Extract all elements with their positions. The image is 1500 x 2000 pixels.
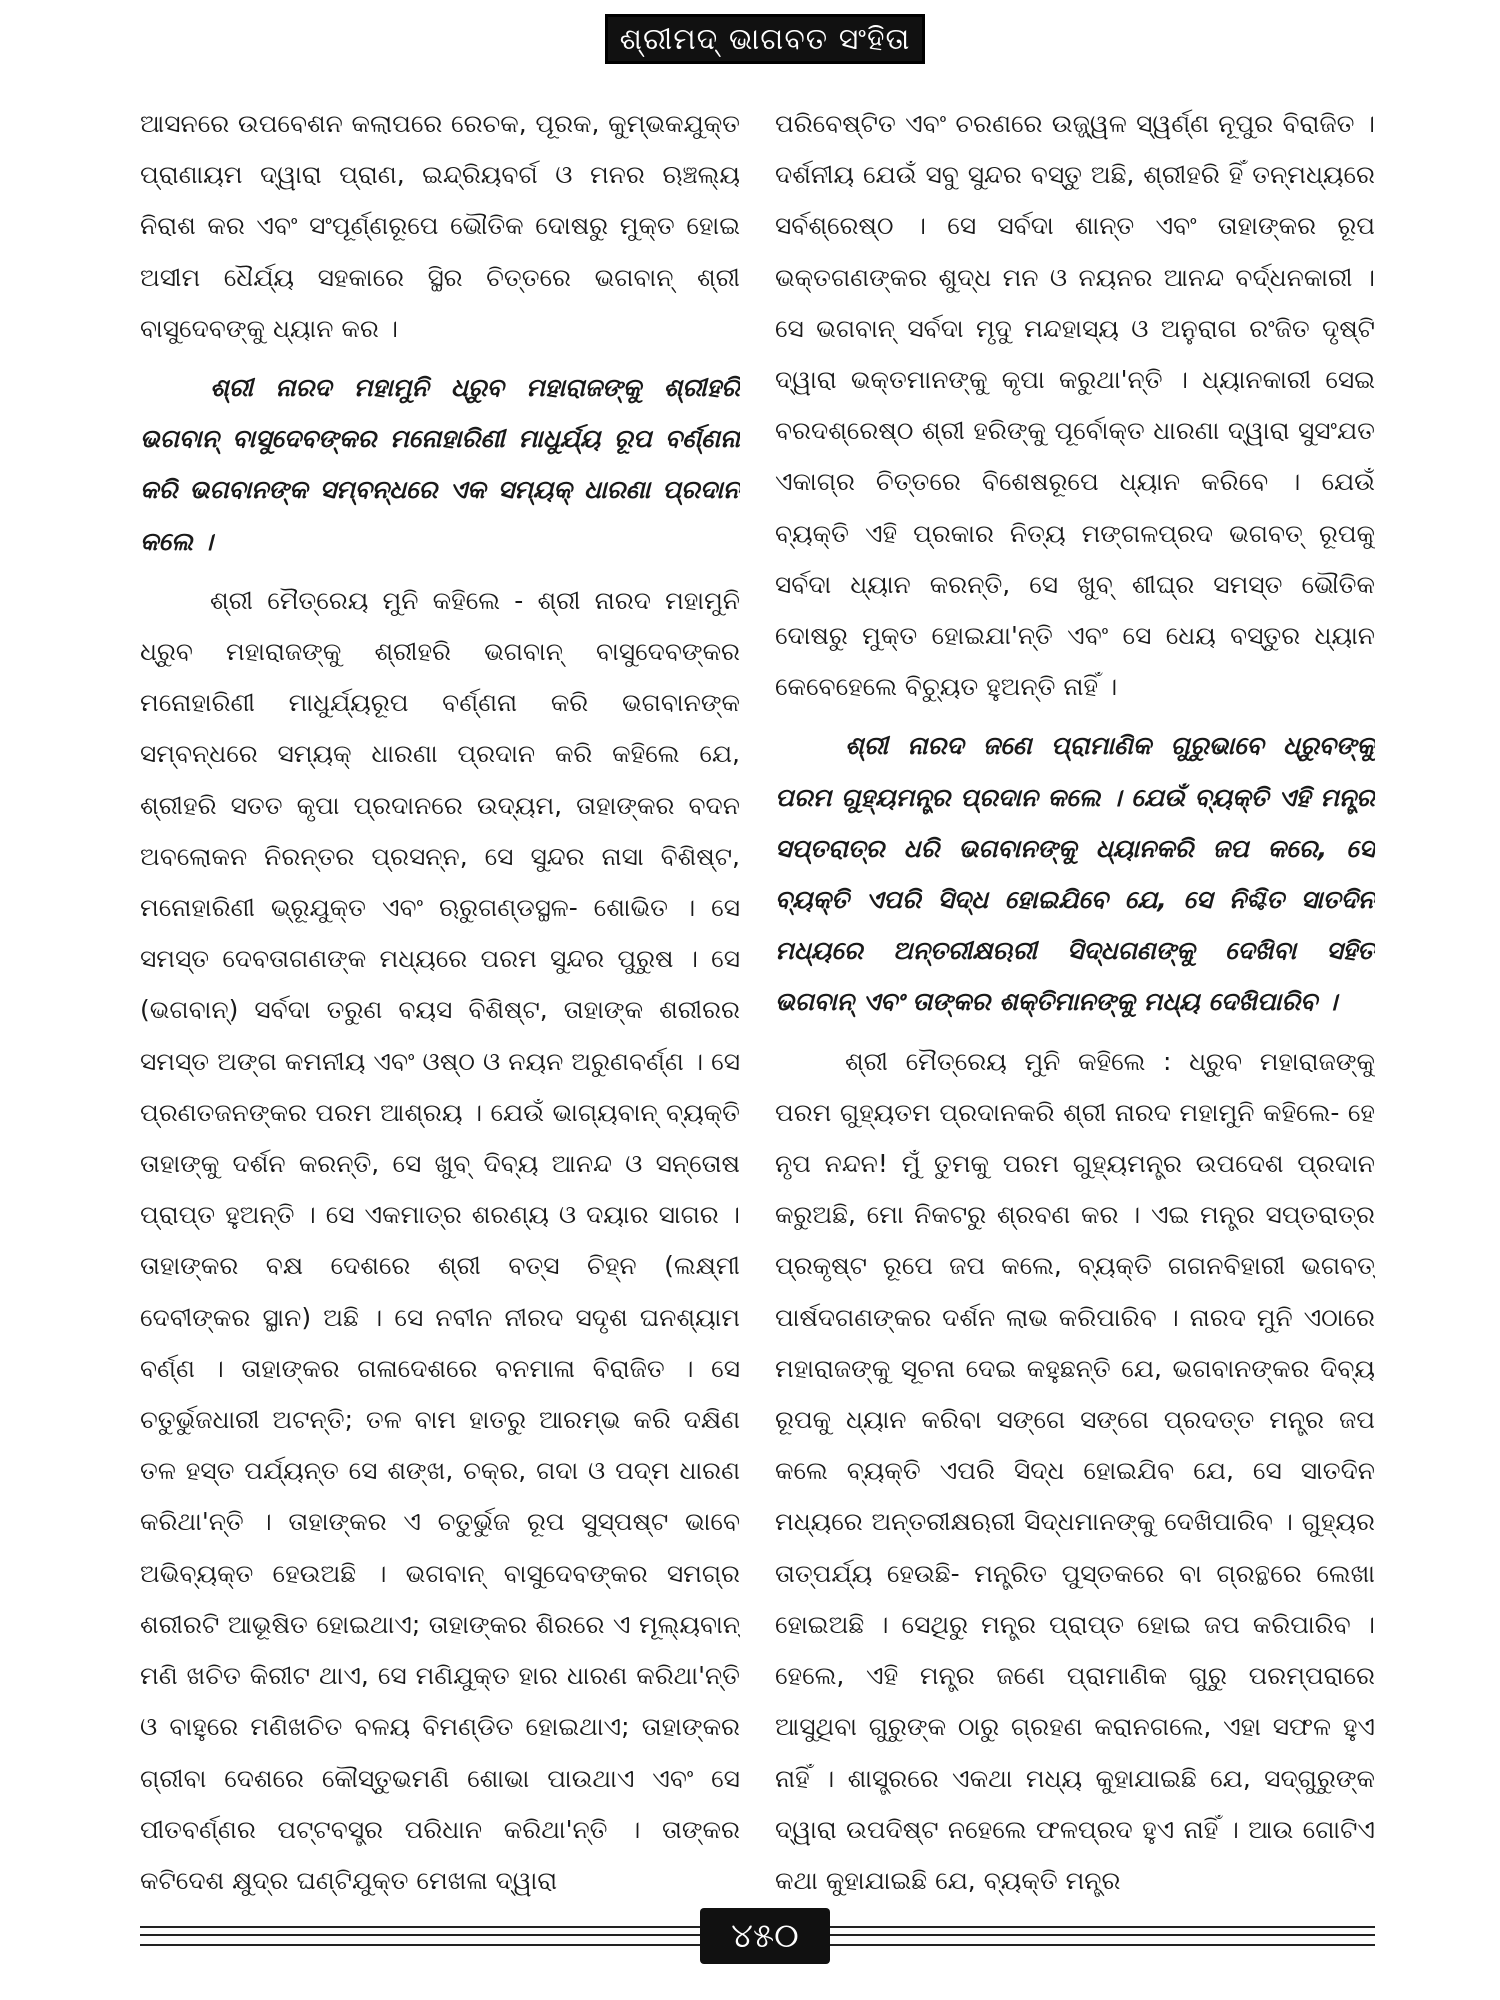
page-number: ୪୫୦ (731, 1916, 799, 1956)
bold-summary: ଶ୍ରୀ ନାରଦ ମହାମୁନି ଧ୍ରୁବ ମହାରାଜଙ୍କୁ ଶ୍ରୀହରି ଭଗବାନ୍ ବାସୁଦେବଙ୍କର ମନୋହାରିଣୀ ମାଧୁର୍ଯ୍ୟ ରୂପ ବର୍ଣ୍ଣନା କରି ଭଗବାନଙ୍କ ସମ୍ବନ୍ଧରେ ଏକ ସମ୍ୟକ୍ ଧାରଣା ପ୍ରଦାନ କଲେ । (140, 373, 740, 556)
page-number-box (700, 1908, 830, 1964)
paragraph: ଆସନରେ ଉପବେଶନ କଲାପରେ ରେଚକ, ପୂରକ, କୁମ୍ଭକଯୁକ୍ତ ପ୍ରାଣାୟମ ଦ୍ୱାରା ପ୍ରାଣ, ଇନ୍ଦ୍ରିୟବର୍ଗ ଓ ମନର ଋଞ୍ଚଲ୍ୟ ନିରାଶ କର ଏବଂ ସଂପୂର୍ଣ୍ଣରୂପେ ଭୌତିକ ଦୋଷରୁ ମୁକ୍ତ ହୋଇ ଅସୀମ ଧୈର୍ଯ୍ୟ ସହକାରେ ସ୍ଥିର ଚିତ୍ତରେ ଭଗବାନ୍ ଶ୍ରୀ ବାସୁଦେବଙ୍କୁ ଧ୍ୟାନ କର । (140, 109, 740, 343)
paragraph: ପରିବେଷ୍ଟିତ ଏବଂ ଚରଣରେ ଉଜ୍ଜ୍ୱଳ ସ୍ୱର୍ଣ୍ଣ ନୂପୁର ବିରାଜିତ । ଦର୍ଶନୀୟ ଯେଉଁ ସବୁ ସୁନ୍ଦର ବସ୍ତୁ ଅଛି, ଶ୍ରୀହରି ହିଁ ତନ୍ମଧ୍ୟରେ ସର୍ବଶ୍ରେଷ୍ଠ । ସେ ସର୍ବଦା ଶାନ୍ତ ଏବଂ ତାହାଙ୍କର ରୂପ ଭକ୍ତଗଣଙ୍କର ଶୁଦ୍ଧ ମନ ଓ ନୟନର ଆନନ୍ଦ ବର୍ଦ୍ଧନକାରୀ । ସେ ଭଗବାନ୍ ସର୍ବଦା ମୃଦୁ ମନ୍ଦହାସ୍ୟ ଓ ଅନୁରାଗ ରଂଜିତ ଦୃଷ୍ଟି ଦ୍ୱାରା ଭକ୍ତମାନଙ୍କୁ କୃପା କରୁଥା'ନ୍ତି । ଧ୍ୟାନକାରୀ ସେଇ ବରଦଶ୍ରେଷ୍ଠ ଶ୍ରୀ ହରିଙ୍କୁ ପୂର୍ବୋକ୍ତ ଧାରଣା ଦ୍ୱାରା ସୁସଂଯତ ଏକାଗ୍ର ଚିତ୍ତରେ ବିଶେଷରୂପେ ଧ୍ୟାନ କରିବେ । ଯେଉଁ ବ୍ୟକ୍ତି ଏହି ପ୍ରକାର ନିତ୍ୟ ମଙ୍ଗଳପ୍ରଦ ଭଗବତ୍ ରୂପକୁ ସର୍ବଦା ଧ୍ୟାନ କରନ୍ତି, ସେ ଖୁବ୍ ଶୀଘ୍ର ସମସ୍ତ ଭୌତିକ ଦୋଷରୁ ମୁକ୍ତ ହୋଇଯା'ନ୍ତି ଏବଂ ସେ ଧେୟ ବସ୍ତୁର ଧ୍ୟାନ କେବେହେଲେ ବିଚ୍ୟୁତ ହୁଅନ୍ତି ନାହିଁ । (775, 109, 1375, 702)
right-column (775, 98, 1375, 1958)
page-header (605, 14, 925, 64)
book-title: ଶ୍ରୀମଦ୍ ଭାଗବତ ସଂହିତା (619, 21, 911, 57)
paragraph: ଶ୍ରୀ ମୈତ୍ରେୟ ମୁନି କହିଲେ : ଧ୍ରୁବ ମହାରାଜଙ୍କୁ ପରମ ଗୁହ୍ୟତମ ପ୍ରଦାନକରି ଶ୍ରୀ ନାରଦ ମହାମୁନି କହିଲେ- ହେ ନୃପ ନନ୍ଦନ! ମୁଁ ତୁମକୁ ପରମ ଗୁହ୍ୟମନ୍ତ୍ର ଉପଦେଶ ପ୍ରଦାନ କରୁଅଛି, ମୋ ନିକଟରୁ ଶ୍ରବଣ କର । ଏଇ ମନ୍ତ୍ର ସପ୍ତରାତ୍ର ପ୍ରକୃଷ୍ଟ ରୂପେ ଜପ କଲେ, ବ୍ୟକ୍ତି ଗଗନବିହାରୀ ଭଗବତ୍ ପାର୍ଷଦଗଣଙ୍କର ଦର୍ଶନ ଲାଭ କରିପାରିବ । ନାରଦ ମୁନି ଏଠାରେ ମହାରାଜଙ୍କୁ ସୂଚନା ଦେଇ କହୁଛନ୍ତି ଯେ, ଭଗବାନଙ୍କର ଦିବ୍ୟ ରୂପକୁ ଧ୍ୟାନ କରିବା ସଙ୍ଗେ ସଙ୍ଗେ ପ୍ରଦତ୍ତ ମନ୍ତ୍ର ଜପ କଲେ ବ୍ୟକ୍ତି ଏପରି ସିଦ୍ଧ ହୋଇଯିବ ଯେ, ସେ ସାତଦିନ ମଧ୍ୟରେ ଅନ୍ତରୀକ୍ଷଋରୀ ସିଦ୍ଧମାନଙ୍କୁ ଦେଖିପାରିବ । ଗୁହ୍ୟର ତାତ୍ପର୍ଯ୍ୟ ହେଉଛି- ମନ୍ତ୍ରିତ ପୁସ୍ତକରେ ବା ଗ୍ରନ୍ଥରେ ଲେଖା ହୋଇଅଛି । ସେଥିରୁ ମନ୍ତ୍ର ପ୍ରାପ୍ତ ହୋଇ ଜପ କରିପାରିବ । ହେଲେ, ଏହି ମନ୍ତ୍ର ଜଣେ ପ୍ରାମାଣିକ ଗୁରୁ ପରମ୍ପରାରେ ଆସୁଥିବା ଗୁରୁଙ୍କ ଠାରୁ ଗ୍ରହଣ କରାନଗଲେ, ଏହା ସଫଳ ହୁଏ ନାହିଁ । ଶାସ୍ତ୍ରରେ ଏକଥା ମଧ୍ୟ କୁହାଯାଇଛି ଯେ, ସଦ୍‌ଗୁରୁଙ୍କ ଦ୍ୱାରା ଉପଦିଷ୍ଟ ନହେଲେ ଫଳପ୍ରଦ ହୁଏ ନାହିଁ । ଆଉ ଗୋଟିଏ କଥା କୁହାଯାଇଛି ଯେ, ବ୍ୟକ୍ତି ମନ୍ତ୍ର (775, 1046, 1375, 1895)
left-column (140, 98, 740, 1958)
bold-summary: ଶ୍ରୀ ନାରଦ ଜଣେ ପ୍ରାମାଣିକ ଗୁରୁଭାବେ ଧ୍ରୁବଙ୍କୁ ପରମ ଗୁହ୍ୟମନ୍ତ୍ର ପ୍ରଦାନ କଲେ । ଯେଉଁ ବ୍ୟକ୍ତି ଏହି ମନ୍ତ୍ର ସପ୍ତରାତ୍ର ଧରି ଭଗବାନଙ୍କୁ ଧ୍ୟାନକରି ଜପ କରେ, ସେ ବ୍ୟକ୍ତି ଏପରି ସିଦ୍ଧ ହୋଇଯିବେ ଯେ, ସେ ନିଶ୍ଚିତ ସାତଦିନ ମଧ୍ୟରେ ଅନ୍ତରୀକ୍ଷଋରୀ ସିଦ୍ଧଗଣଙ୍କୁ ଦେଖିବା ସହିତ ଭଗବାନ୍ ଏବଂ ତାଙ୍କର ଶକ୍ତିମାନଙ୍କୁ ମଧ୍ୟ ଦେଖିପାରିବ । (775, 731, 1375, 1017)
paragraph: ଶ୍ରୀ ମୈତ୍ରେୟ ମୁନି କହିଲେ - ଶ୍ରୀ ନାରଦ ମହାମୁନି ଧ୍ରୁବ ମହାରାଜଙ୍କୁ ଶ୍ରୀହରି ଭଗବାନ୍ ବାସୁଦେବଙ୍କର ମନୋହାରିଣୀ ମାଧୁର୍ଯ୍ୟରୂପ ବର୍ଣ୍ଣନା କରି ଭଗବାନଙ୍କ ସମ୍ବନ୍ଧରେ ସମ୍ୟକ୍ ଧାରଣା ପ୍ରଦାନ କରି କହିଲେ ଯେ, ଶ୍ରୀହରି ସତତ କୃପା ପ୍ରଦାନରେ ଉଦ୍ୟମ, ତାହାଙ୍କର ବଦନ ଅବଲୋକନ ନିରନ୍ତର ପ୍ରସନ୍ନ, ସେ ସୁନ୍ଦର ନାସା ବିଶିଷ୍ଟ, ମନୋହାରିଣୀ ଭ୍ରୂଯୁକ୍ତ ଏବଂ ଋରୁଗଣ୍ଡସ୍ଥଳ- ଶୋଭିତ । ସେ ସମସ୍ତ ଦେବତାଗଣଙ୍କ ମଧ୍ୟରେ ପରମ ସୁନ୍ଦର ପୁରୁଷ । ସେ (ଭଗବାନ୍) ସର୍ବଦା ତରୁଣ ବୟସ ବିଶିଷ୍ଟ, ତାହାଙ୍କ ଶରୀରର ସମସ୍ତ ଅଙ୍ଗ କମନୀୟ ଏବଂ ଓଷ୍ଠ ଓ ନୟନ ଅରୁଣବର୍ଣ୍ଣ । ସେ ପ୍ରଣତଜନଙ୍କର ପରମ ଆଶ୍ରୟ । ଯେଉଁ ଭାଗ୍ୟବାନ୍ ବ୍ୟକ୍ତି ତାହାଙ୍କୁ ଦର୍ଶନ କରନ୍ତି, ସେ ଖୁବ୍ ଦିବ୍ୟ ଆନନ୍ଦ ଓ ସନ୍ତୋଷ ପ୍ରାପ୍ତ ହୁଅନ୍ତି । ସେ ଏକମାତ୍ର ଶରଣ୍ୟ ଓ ଦୟାର ସାଗର । ତାହାଙ୍କର ବକ୍ଷ ଦେଶରେ ଶ୍ରୀ ବତ୍ସ ଚିହ୍ନ (ଲକ୍ଷ୍ମୀ ଦେବୀଙ୍କର ସ୍ଥାନ) ଅଛି । ସେ ନବୀନ ନୀରଦ ସଦୃଶ ଘନଶ୍ୟାମ ବର୍ଣ୍ଣ । ତାହାଙ୍କର ଗଳାଦେଶରେ ବନମାଳା ବିରାଜିତ । ସେ ଚତୁର୍ଭୁଜଧାରୀ ଅଟନ୍ତି; ତଳ ବାମ ହାତରୁ ଆରମ୍ଭ କରି ଦକ୍ଷିଣ ତଳ ହସ୍ତ ପର୍ଯ୍ୟନ୍ତ ସେ ଶଙ୍ଖ, ଚକ୍ର, ଗଦା ଓ ପଦ୍ମ ଧାରଣ କରିଥା'ନ୍ତି । ତାହାଙ୍କର ଏ ଚତୁର୍ଭୁଜ ରୂପ ସୁସ୍ପଷ୍ଟ ଭାବେ ଅଭିବ୍ୟକ୍ତ ହେଉଅଛି । ଭଗବାନ୍ ବାସୁଦେବଙ୍କର ସମଗ୍ର ଶରୀରଟି ଆଭୂଷିତ ହୋଇଥାଏ; ତାହାଙ୍କର ଶିରରେ ଏ ମୂଲ୍ୟବାନ୍ ମଣି ଖଚିତ କିରୀଟ ଥାଏ, ସେ ମଣିଯୁକ୍ତ ହାର ଧାରଣ କରିଥା'ନ୍ତି ଓ ବାହୁରେ ମଣିଖଚିତ ବଳୟ ବିମଣ୍ଡିତ ହୋଇଥାଏ; ତାହାଙ୍କର ଗ୍ରୀବା ଦେଶରେ କୌସ୍ତୁଭମଣି ଶୋଭା ପାଉଥାଏ ଏବଂ ସେ ପୀତବର୍ଣ୍ଣର ପଟ୍ଟବସ୍ତ୍ର ପରିଧାନ କରିଥା'ନ୍ତି । ତାଙ୍କର କଟିଦେଶ କ୍ଷୁଦ୍ର ଘଣ୍ଟିଯୁକ୍ତ ମେଖଳା ଦ୍ୱାରା (140, 585, 740, 1895)
